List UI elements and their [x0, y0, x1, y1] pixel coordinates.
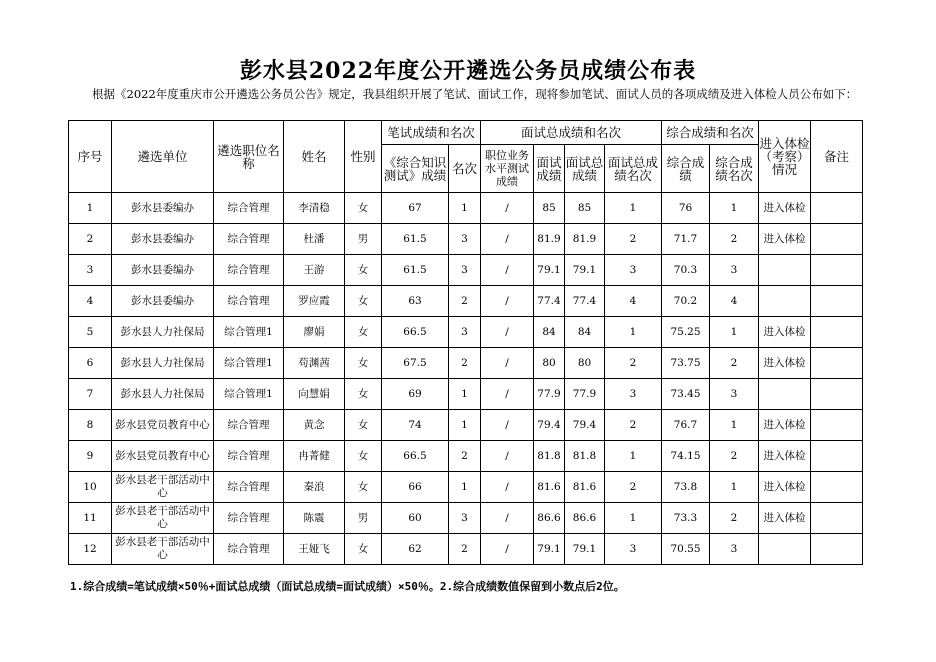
cell-unit: 彭水县人力社保局 — [112, 348, 214, 379]
cell-written: 60 — [382, 503, 449, 534]
header-composite-rank: 综合成绩名次 — [710, 145, 759, 193]
footnote: 1.综合成绩=笔试成绩×50％+面试总成绩（面试总成绩=面试成绩）×50％。2.综合成绩数值保留到小数点后2位。 — [70, 580, 625, 593]
cell-interview-score: 77.9 — [534, 379, 565, 410]
cell-interview-rank: 1 — [605, 317, 662, 348]
cell-written: 67.5 — [382, 348, 449, 379]
cell-unit: 彭水县委编办 — [112, 255, 214, 286]
cell-name: 王娅飞 — [284, 534, 345, 565]
cell-interview-rank: 2 — [605, 348, 662, 379]
cell-composite-score: 73.75 — [662, 348, 710, 379]
table-row — [69, 224, 863, 255]
cell-written: 74 — [382, 410, 449, 441]
cell-remark — [811, 193, 863, 224]
cell-position: 综合管理 — [214, 410, 284, 441]
cell-written: 63 — [382, 286, 449, 317]
cell-gender: 女 — [345, 348, 382, 379]
header-interview-rank: 面试总成绩名次 — [605, 145, 662, 193]
cell-interview-rank: 3 — [605, 534, 662, 565]
cell-job-test: / — [481, 317, 534, 348]
cell-gender: 女 — [345, 441, 382, 472]
cell-written-rank: 1 — [449, 472, 481, 503]
cell-job-test: / — [481, 255, 534, 286]
cell-remark — [811, 472, 863, 503]
header-gender: 性别 — [345, 121, 382, 193]
cell-name: 罗应霞 — [284, 286, 345, 317]
cell-interview-rank: 2 — [605, 472, 662, 503]
cell-unit: 彭水县委编办 — [112, 193, 214, 224]
header-composite-group: 综合成绩和名次 — [662, 121, 759, 145]
cell-composite-rank: 2 — [710, 503, 759, 534]
page-title: 彭水县2022年度公开遴选公务员成绩公布表 — [239, 58, 697, 84]
cell-composite-score: 73.3 — [662, 503, 710, 534]
cell-seq: 6 — [69, 348, 112, 379]
cell-position: 综合管理 — [214, 193, 284, 224]
cell-composite-score: 75.25 — [662, 317, 710, 348]
cell-interview-total: 77.9 — [565, 379, 605, 410]
cell-interview-total: 79.1 — [565, 255, 605, 286]
cell-interview-score: 77.4 — [534, 286, 565, 317]
cell-seq: 1 — [69, 193, 112, 224]
table-row — [69, 348, 863, 379]
cell-name: 王游 — [284, 255, 345, 286]
cell-job-test: / — [481, 503, 534, 534]
cell-gender: 男 — [345, 224, 382, 255]
cell-seq: 8 — [69, 410, 112, 441]
cell-written: 66.5 — [382, 317, 449, 348]
results-table — [68, 120, 863, 565]
cell-position: 综合管理 — [214, 286, 284, 317]
cell-job-test: / — [481, 410, 534, 441]
cell-position: 综合管理 — [214, 255, 284, 286]
cell-position: 综合管理1 — [214, 348, 284, 379]
cell-interview-score: 80 — [534, 348, 565, 379]
cell-gender: 女 — [345, 379, 382, 410]
cell-physical — [759, 255, 811, 286]
cell-gender: 女 — [345, 193, 382, 224]
cell-gender: 女 — [345, 410, 382, 441]
cell-composite-score: 71.7 — [662, 224, 710, 255]
header-position: 遴选职位名称 — [214, 121, 284, 193]
header-interview-group: 面试总成绩和名次 — [481, 121, 662, 145]
cell-physical: 进入体检 — [759, 410, 811, 441]
cell-written: 61.5 — [382, 255, 449, 286]
cell-composite-rank: 2 — [710, 441, 759, 472]
cell-composite-score: 73.8 — [662, 472, 710, 503]
cell-seq: 3 — [69, 255, 112, 286]
cell-written: 61.5 — [382, 224, 449, 255]
cell-written-rank: 2 — [449, 441, 481, 472]
cell-seq: 10 — [69, 472, 112, 503]
cell-position: 综合管理 — [214, 503, 284, 534]
cell-interview-score: 79.1 — [534, 534, 565, 565]
cell-name: 冉菁健 — [284, 441, 345, 472]
cell-position: 综合管理 — [214, 441, 284, 472]
cell-composite-rank: 4 — [710, 286, 759, 317]
table-row — [69, 193, 863, 224]
cell-name: 陈震 — [284, 503, 345, 534]
cell-job-test: / — [481, 193, 534, 224]
cell-written: 62 — [382, 534, 449, 565]
cell-interview-rank: 2 — [605, 410, 662, 441]
cell-gender: 女 — [345, 534, 382, 565]
cell-job-test: / — [481, 286, 534, 317]
cell-position: 综合管理 — [214, 472, 284, 503]
cell-written-rank: 3 — [449, 255, 481, 286]
cell-remark — [811, 348, 863, 379]
cell-physical: 进入体检 — [759, 224, 811, 255]
cell-written: 66.5 — [382, 441, 449, 472]
cell-interview-rank: 1 — [605, 193, 662, 224]
cell-written-rank: 3 — [449, 317, 481, 348]
cell-unit: 彭水县党员教育中心 — [112, 410, 214, 441]
cell-composite-rank: 1 — [710, 193, 759, 224]
cell-composite-rank: 1 — [710, 317, 759, 348]
cell-job-test: / — [481, 348, 534, 379]
header-written-score: 《综合知识测试》成绩 — [382, 145, 449, 193]
cell-interview-score: 85 — [534, 193, 565, 224]
cell-interview-score: 81.8 — [534, 441, 565, 472]
cell-written: 67 — [382, 193, 449, 224]
cell-composite-score: 74.15 — [662, 441, 710, 472]
table-row — [69, 317, 863, 348]
cell-remark — [811, 441, 863, 472]
header-written-group: 笔试成绩和名次 — [382, 121, 481, 145]
cell-composite-score: 76 — [662, 193, 710, 224]
cell-interview-total: 84 — [565, 317, 605, 348]
cell-physical — [759, 286, 811, 317]
cell-physical: 进入体检 — [759, 348, 811, 379]
cell-written-rank: 1 — [449, 410, 481, 441]
cell-job-test: / — [481, 441, 534, 472]
cell-name: 秦浪 — [284, 472, 345, 503]
cell-written-rank: 2 — [449, 286, 481, 317]
table-row — [69, 472, 863, 503]
cell-name: 廖娟 — [284, 317, 345, 348]
cell-composite-score: 70.3 — [662, 255, 710, 286]
cell-interview-rank: 3 — [605, 255, 662, 286]
cell-gender: 男 — [345, 503, 382, 534]
cell-seq: 12 — [69, 534, 112, 565]
cell-composite-rank: 3 — [710, 379, 759, 410]
table-row — [69, 534, 863, 565]
cell-remark — [811, 503, 863, 534]
cell-job-test: / — [481, 379, 534, 410]
cell-physical: 进入体检 — [759, 503, 811, 534]
cell-remark — [811, 317, 863, 348]
cell-interview-rank: 4 — [605, 286, 662, 317]
cell-interview-score: 81.6 — [534, 472, 565, 503]
cell-name: 向慧娟 — [284, 379, 345, 410]
cell-composite-rank: 2 — [710, 348, 759, 379]
cell-remark — [811, 224, 863, 255]
header-remark: 备注 — [811, 121, 863, 193]
cell-interview-score: 84 — [534, 317, 565, 348]
cell-name: 苟渊茜 — [284, 348, 345, 379]
table-row — [69, 255, 863, 286]
cell-written: 66 — [382, 472, 449, 503]
cell-interview-rank: 1 — [605, 503, 662, 534]
header-physical: 进入体检（考察）情况 — [759, 121, 811, 193]
table-row — [69, 410, 863, 441]
cell-physical — [759, 534, 811, 565]
cell-seq: 7 — [69, 379, 112, 410]
cell-interview-rank: 3 — [605, 379, 662, 410]
header-unit: 遴选单位 — [112, 121, 214, 193]
cell-interview-score: 86.6 — [534, 503, 565, 534]
cell-seq: 5 — [69, 317, 112, 348]
cell-written-rank: 1 — [449, 379, 481, 410]
cell-composite-rank: 2 — [710, 224, 759, 255]
cell-physical: 进入体检 — [759, 193, 811, 224]
cell-composite-rank: 1 — [710, 472, 759, 503]
cell-interview-total: 85 — [565, 193, 605, 224]
cell-interview-rank: 2 — [605, 224, 662, 255]
cell-job-test: / — [481, 472, 534, 503]
cell-written-rank: 3 — [449, 503, 481, 534]
cell-unit: 彭水县老干部活动中心 — [112, 472, 214, 503]
cell-interview-total: 80 — [565, 348, 605, 379]
cell-gender: 女 — [345, 472, 382, 503]
cell-composite-rank: 3 — [710, 255, 759, 286]
cell-interview-total: 86.6 — [565, 503, 605, 534]
cell-written: 69 — [382, 379, 449, 410]
table-row — [69, 503, 863, 534]
cell-seq: 4 — [69, 286, 112, 317]
header-composite-score: 综合成绩 — [662, 145, 710, 193]
header-seq: 序号 — [69, 121, 112, 193]
header-name: 姓名 — [284, 121, 345, 193]
cell-written-rank: 3 — [449, 224, 481, 255]
cell-position: 综合管理1 — [214, 317, 284, 348]
cell-job-test: / — [481, 224, 534, 255]
cell-seq: 2 — [69, 224, 112, 255]
cell-position: 综合管理 — [214, 534, 284, 565]
cell-composite-score: 73.45 — [662, 379, 710, 410]
cell-remark — [811, 410, 863, 441]
cell-unit: 彭水县老干部活动中心 — [112, 503, 214, 534]
table-row — [69, 286, 863, 317]
cell-name: 杜潘 — [284, 224, 345, 255]
cell-written-rank: 2 — [449, 348, 481, 379]
cell-remark — [811, 534, 863, 565]
cell-physical: 进入体检 — [759, 441, 811, 472]
cell-job-test: / — [481, 534, 534, 565]
cell-seq: 11 — [69, 503, 112, 534]
cell-remark — [811, 379, 863, 410]
cell-composite-score: 70.55 — [662, 534, 710, 565]
cell-physical — [759, 379, 811, 410]
cell-seq: 9 — [69, 441, 112, 472]
cell-name: 黄念 — [284, 410, 345, 441]
cell-interview-rank: 1 — [605, 441, 662, 472]
table-row — [69, 441, 863, 472]
cell-remark — [811, 255, 863, 286]
cell-interview-score: 79.4 — [534, 410, 565, 441]
cell-unit: 彭水县老干部活动中心 — [112, 534, 214, 565]
cell-physical: 进入体检 — [759, 472, 811, 503]
cell-gender: 女 — [345, 255, 382, 286]
header-interview-total: 面试总成绩 — [565, 145, 605, 193]
cell-composite-score: 76.7 — [662, 410, 710, 441]
header-written-rank: 名次 — [449, 145, 481, 193]
cell-interview-score: 79.1 — [534, 255, 565, 286]
header-interview-score: 面试成绩 — [534, 145, 565, 193]
cell-physical: 进入体检 — [759, 317, 811, 348]
cell-unit: 彭水县党员教育中心 — [112, 441, 214, 472]
cell-composite-rank: 1 — [710, 410, 759, 441]
cell-position: 综合管理 — [214, 224, 284, 255]
cell-interview-total: 77.4 — [565, 286, 605, 317]
cell-position: 综合管理1 — [214, 379, 284, 410]
cell-gender: 女 — [345, 286, 382, 317]
cell-interview-total: 79.1 — [565, 534, 605, 565]
header-job-test: 职位业务水平测试成绩 — [481, 145, 534, 193]
cell-unit: 彭水县委编办 — [112, 286, 214, 317]
table-row — [69, 379, 863, 410]
intro-paragraph: 根据《2022年度重庆市公开遴选公务员公告》规定，我县组织开展了笔试、面试工作，现将参加笔试、面试人员的各项成绩及进入体检人员公布如下： — [92, 87, 858, 101]
cell-interview-total: 79.4 — [565, 410, 605, 441]
cell-interview-score: 81.9 — [534, 224, 565, 255]
cell-composite-score: 70.2 — [662, 286, 710, 317]
cell-unit: 彭水县人力社保局 — [112, 379, 214, 410]
cell-unit: 彭水县人力社保局 — [112, 317, 214, 348]
cell-composite-rank: 3 — [710, 534, 759, 565]
cell-unit: 彭水县委编办 — [112, 224, 214, 255]
cell-interview-total: 81.8 — [565, 441, 605, 472]
cell-name: 李清稳 — [284, 193, 345, 224]
cell-written-rank: 2 — [449, 534, 481, 565]
cell-gender: 女 — [345, 317, 382, 348]
cell-written-rank: 1 — [449, 193, 481, 224]
cell-interview-total: 81.6 — [565, 472, 605, 503]
cell-interview-total: 81.9 — [565, 224, 605, 255]
cell-remark — [811, 286, 863, 317]
